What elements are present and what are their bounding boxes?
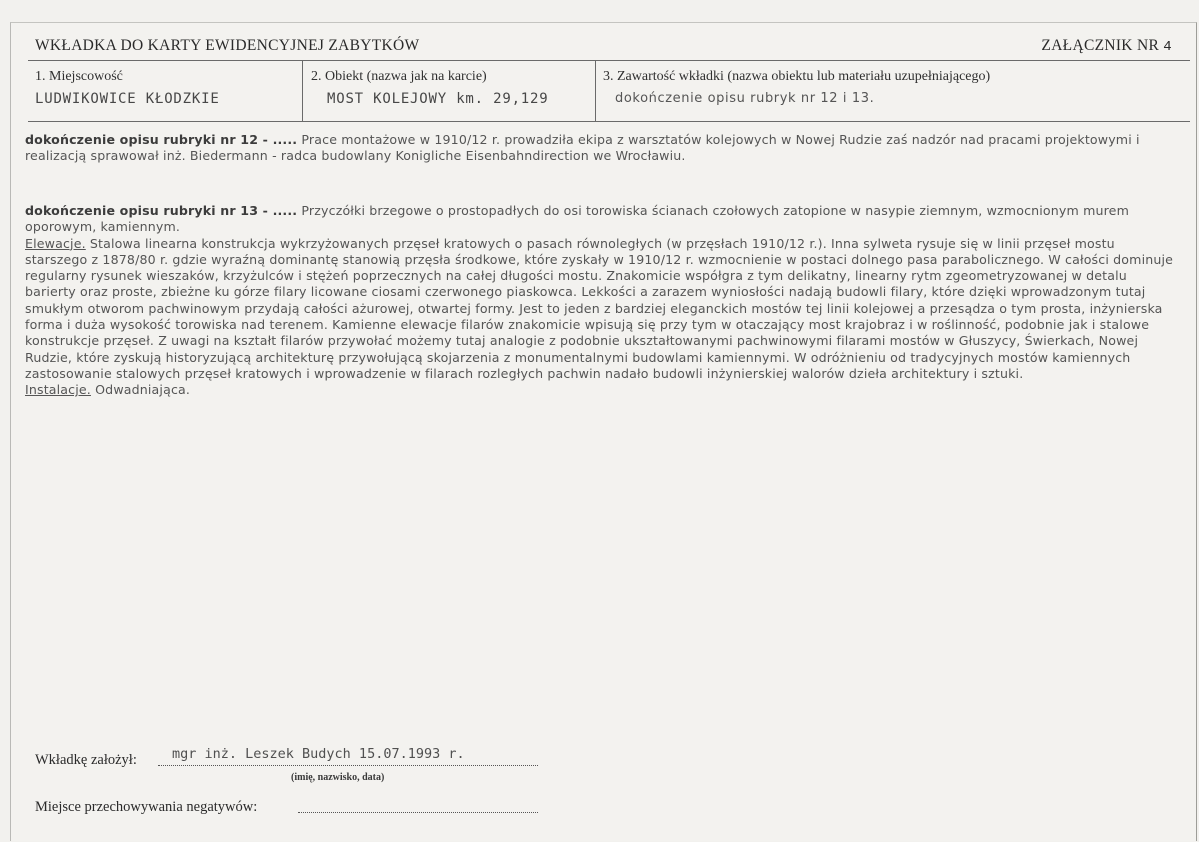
- place-label: 1. Miejscowość: [35, 69, 123, 84]
- negatives-label: Miejsce przechowywania negatywów:: [35, 799, 258, 815]
- attachment-number-value: 4: [1163, 39, 1172, 55]
- header-rule-bottom: [28, 121, 1190, 122]
- founder-label: Wkładkę założył:: [35, 752, 137, 768]
- section-12-text: Prace montażowe w 1910/12 r. prowadziła ekipa z warsztatów kolejowych w Nowej Rudzie zaś nadzór nad pracami projektowymi i realizacją sprawował inż. Biedermann - radca budowlany Konigliche Eisenbahndirection we Wrocławiu.: [25, 132, 1140, 164]
- attachment-number: [1041, 37, 1172, 55]
- header-rule-top: [28, 60, 1190, 61]
- content-label: 3. Zawartość wkładki (nazwa obiektu lub materiału uzupełniającego): [603, 69, 991, 84]
- founder-sublabel: (imię, nazwisko, data): [291, 772, 385, 783]
- attachment-label: ZAŁĄCZNIK NR: [1041, 37, 1160, 54]
- place-value: LUDWIKOWICE KŁODZKIE: [35, 91, 220, 107]
- negatives-dotted-line: [298, 812, 538, 813]
- elevations-text: Stalowa linearna konstrukcja wykrzyżowanych przęseł kratowych o pasach równoległych (w przęsłach 1910/12 r.). Inna sylweta rysuje się w linii przęseł mostu starszego z 1878/80 r. gdzie wyraźną dominantę stanowią przęsła środkowe, które zyskały w 1910/12 r. wzmocnienie w postaci dolnego pasa parabolicznego. W całości dominuje regularny rysunek wieszaków, krzyżulców i stężeń poprzecznych na całej długości mostu. Znakomicie współgra z tym delikatny, linearny rytm zgeometryzowanej w detalu barierty oraz proste, zbieżne ku górze filary licowane ciosami czerwonego piaskowca. Lekkości a zarazem wyniosłości nadają budowli filary, które dzięki wprowadzonym tutaj smukłym otworom pachwinowym przydają całości ażurowej, otwartej formy. Jest to jeden z bardziej eleganckich mostów tej linii kolejowej a przesądza o tym prosta, inżynierska forma i duża wysokość torowiska nad terenem. Kamienne elewacje filarów znakomicie wpisują się przy tym w otaczający most krajobraz i w roślinność, podobnie jak i stalowe konstrukcje przęseł. Z uwagi na kształt filarów przywołać możemy tutaj analogie z podobnie ukształtowanymi pachwinowymi filarami mostów w Głuszycy, Świerkach, Nowej Rudzie, które zyskują historyzującą architekturę przywołującą skojarzenia z monumentalnymi budowlami kamiennymi. W odróżnieniu od tradycyjnych mostów kamiennych zastosowanie stalowych przęseł kratowych i wprowadzenie w filarach rozległych pachwin nadało budowli inżynierskiej walorów dzieła architektury i sztuki.: [25, 235, 1174, 381]
- section-12: [25, 132, 1180, 165]
- section-13-lead: dokończenie opisu rubryki nr 13 - .....: [25, 203, 298, 218]
- installations-text: Odwadniająca.: [90, 382, 191, 398]
- elevations-heading: Elewacje.: [25, 235, 86, 251]
- field-divider-2: [595, 60, 596, 121]
- section-12-lead: dokończenie opisu rubryki nr 12 - .....: [25, 132, 298, 147]
- content-value: dokończenie opisu rubryk nr 12 i 13.: [615, 91, 875, 106]
- field-divider-1: [302, 60, 303, 121]
- founder-value: mgr inż. Leszek Budych 15.07.1993 r.: [172, 746, 465, 762]
- section-13-text: Przyczółki brzegowe o prostopadłych do osi torowiska ścianach czołowych zatopione w nasypie ziemnym, wzmocnionym murem oporowym, kamiennym.: [25, 203, 1130, 235]
- section-13: [25, 203, 1180, 399]
- founder-dotted-line: [158, 765, 538, 766]
- object-label: 2. Obiekt (nazwa jak na karcie): [311, 69, 487, 84]
- form-title: WKŁADKA DO KARTY EWIDENCYJNEJ ZABYTKÓW: [35, 37, 420, 54]
- installations-heading: Instalacje.: [25, 382, 91, 398]
- object-value: MOST KOLEJOWY km. 29,129: [327, 91, 549, 107]
